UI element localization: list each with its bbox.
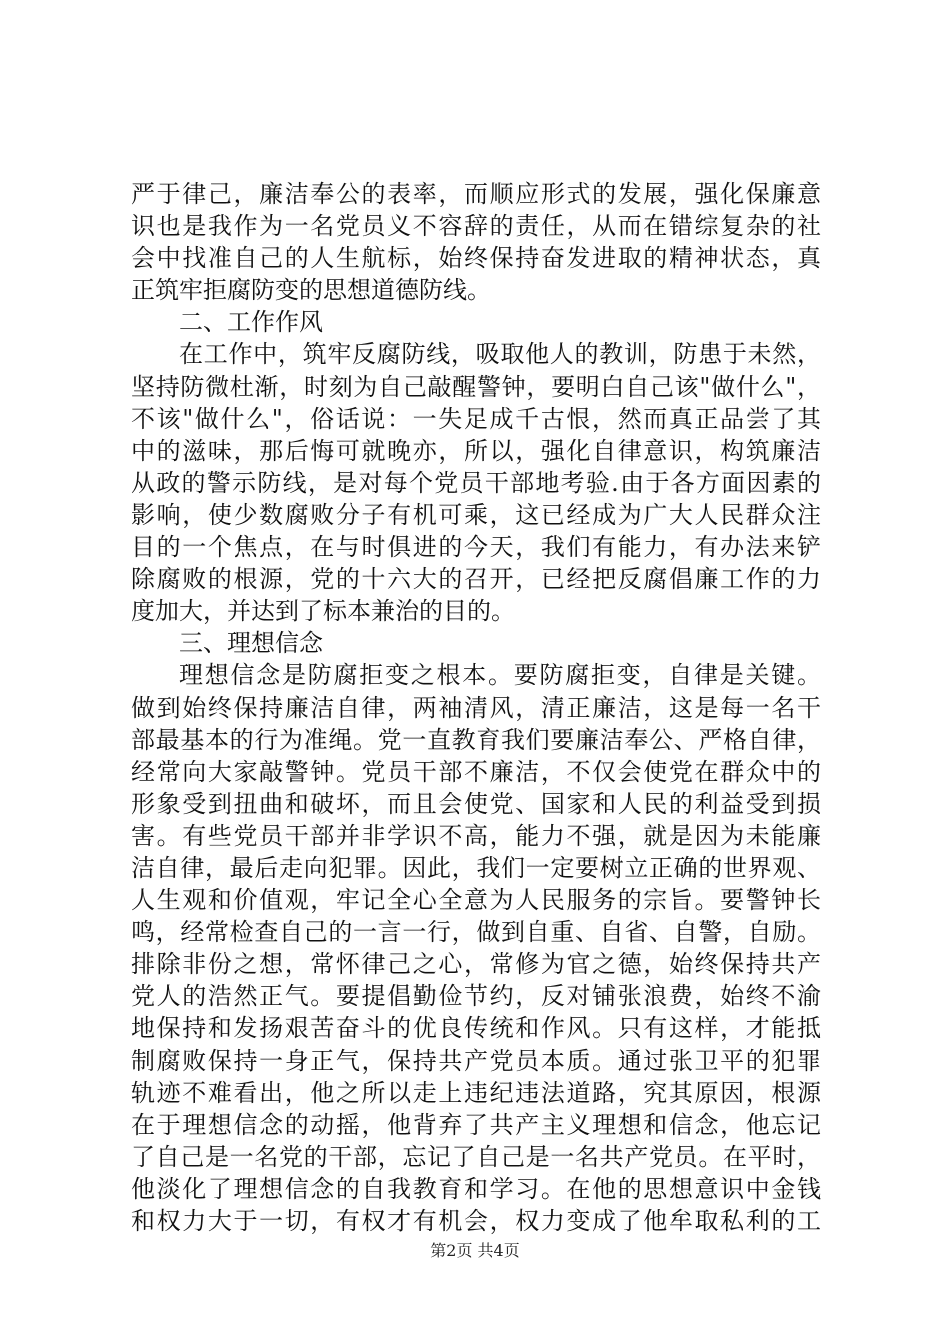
text-line: 制腐败保持一身正气，保持共产党员本质。通过张卫平的犯罪	[131, 1046, 821, 1075]
text-line: 害。有些党员干部并非学识不高，能力不强，就是因为未能廉	[131, 821, 821, 850]
text-line: 地保持和发扬艰苦奋斗的优良传统和作风。只有这样，才能抵	[131, 1014, 821, 1043]
text-line: 理想信念是防腐拒变之根本。要防腐拒变，自律是关键。	[179, 661, 821, 690]
text-line: 坚持防微杜渐，时刻为自己敲醒警钟，要明白自己该"做什么"，	[131, 372, 821, 401]
text-line: 洁自律，最后走向犯罪。因此，我们一定要树立正确的世界观、	[131, 853, 821, 882]
text-line: 鸣，经常检查自己的一言一行，做到自重、自省、自警，自励。	[131, 918, 821, 947]
text-line: 识也是我作为一名党员义不容辞的责任，从而在错综复杂的社	[131, 212, 821, 241]
document-body	[131, 178, 821, 1237]
text-line: 除腐败的根源，党的十六大的召开，已经把反腐倡廉工作的力	[131, 565, 821, 594]
text-line: 度加大，并达到了标本兼治的目的。	[131, 597, 515, 626]
text-line: 在于理想信念的动摇，他背弃了共产主义理想和信念，他忘记	[131, 1110, 821, 1139]
text-line: 会中找准自己的人生航标，始终保持奋发进取的精神状态，真	[131, 244, 821, 273]
text-line: 严于律己，廉洁奉公的表率，而顺应形式的发展，强化保廉意	[131, 180, 821, 208]
text-line: 轨迹不难看出，他之所以走上违纪违法道路，究其原因，根源	[131, 1078, 821, 1107]
text-line: 人生观和价值观，牢记全心全意为人民服务的宗旨。要警钟长	[131, 886, 821, 915]
text-line: 和权力大于一切，有权才有机会，权力变成了他牟取私利的工	[131, 1207, 821, 1235]
text-line: 从政的警示防线，是对每个党员干部地考验.由于各方面因素的	[131, 468, 821, 497]
text-line: 部最基本的行为准绳。党一直教育我们要廉洁奉公、严格自律，	[131, 725, 821, 754]
text-line: 做到始终保持廉洁自律，两袖清风，清正廉洁，这是每一名干	[131, 693, 821, 722]
section-heading: 二、工作作风	[179, 308, 323, 337]
text-line: 目的一个焦点，在与时俱进的今天，我们有能力，有办法来铲	[131, 533, 821, 562]
text-line: 党人的浩然正气。要提倡勤俭节约，反对铺张浪费，始终不渝	[131, 982, 821, 1011]
text-line: 形象受到扭曲和破坏，而且会使党、国家和人民的利益受到损	[131, 789, 821, 818]
text-line: 排除非份之想，常怀律己之心，常修为官之德，始终保持共产	[131, 950, 821, 979]
text-line: 了自己是一名党的干部，忘记了自己是一名共产党员。在平时，	[131, 1142, 821, 1171]
text-line: 影响，使少数腐败分子有机可乘，这已经成为广大人民群众注	[131, 500, 821, 529]
section-heading: 三、理想信念	[179, 629, 323, 658]
text-line: 正筑牢拒腐防变的思想道德防线。	[131, 276, 491, 305]
text-line: 在工作中，筑牢反腐防线，吸取他人的教训，防患于未然，	[179, 340, 821, 369]
text-line: 中的滋味，那后悔可就晚亦，所以，强化自律意识，构筑廉洁	[131, 436, 821, 465]
text-line: 他淡化了理想信念的自我教育和学习。在他的思想意识中金钱	[131, 1174, 821, 1203]
page-footer: 第2页 共4页	[430, 1241, 520, 1260]
text-line: 经常向大家敲警钟。党员干部不廉洁，不仅会使党在群众中的	[131, 757, 821, 786]
text-line: 不该"做什么"，俗话说：一失足成千古恨，然而真正品尝了其	[131, 404, 821, 433]
